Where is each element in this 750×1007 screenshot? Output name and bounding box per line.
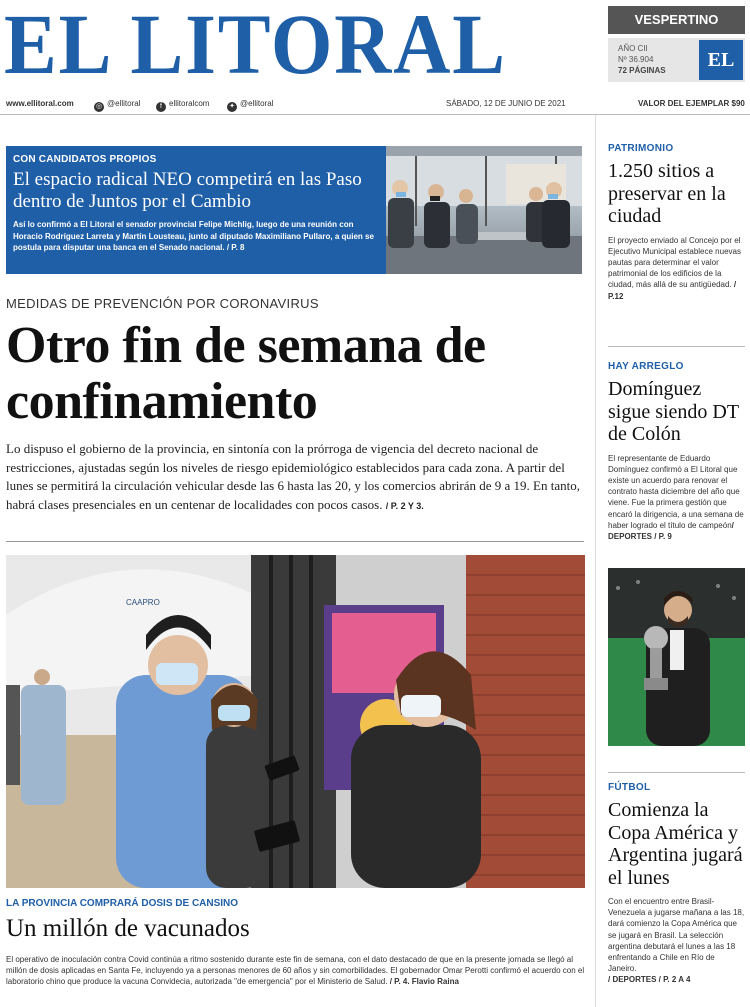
top-story-headline: El espacio radical NEO competirá en las Paso dentro de Juntos por el Cambio [13, 169, 362, 212]
bottom-story-kicker: LA PROVINCIA COMPRARÁ DOSIS DE CANSINO [6, 898, 239, 909]
patrimonio-kicker: PATRIMONIO [608, 143, 674, 154]
sidebar-rule-1 [608, 346, 745, 347]
patrimonio-headline: 1.250 sitios a preservar en la ciudad [608, 160, 726, 227]
arreglo-text: El representante de Eduardo Domínguez confirmó a El Litoral que existe un acuerdo para renovar el contrato hasta diciembre del año que viene. Fue la primera gestión que encaró la dirigencia, a una semana de haber logrado el título de campeón [608, 453, 744, 530]
coach-illustration [608, 568, 745, 746]
column-divider [595, 115, 596, 1007]
facebook-handle[interactable] [156, 99, 209, 112]
instagram-label: @ellitoral [107, 99, 141, 108]
patrimonio-ref: / P.12 [608, 280, 737, 301]
top-story-ref: / P. 8 [226, 243, 245, 252]
edition-badge: VESPERTINO [608, 6, 745, 34]
meeting-illustration [386, 146, 582, 274]
facebook-label: ellitoralcom [169, 99, 210, 108]
main-story-kicker: MEDIDAS DE PREVENCIÓN POR CORONAVIRUS [6, 296, 319, 311]
vaccination-illustration [6, 555, 585, 888]
main-story-rule [6, 541, 584, 542]
meeting-photo [386, 146, 582, 274]
issue-year: AÑO CII [618, 44, 648, 53]
website-link[interactable]: www.ellitoral.com [6, 99, 74, 108]
instagram-handle[interactable] [94, 99, 140, 112]
masthead-rule [0, 114, 750, 115]
arreglo-headline: Domínguez sigue siendo DT de Colón [608, 378, 739, 445]
futbol-ref: / DEPORTES / P. 2 A 4 [608, 975, 691, 985]
issue-number: Nº 36.904 [618, 55, 654, 64]
main-story-lede [6, 440, 584, 515]
sidebar-rule-2 [608, 772, 745, 773]
futbol-headline: Comienza la Copa América y Argentina jugará el lunes [608, 799, 743, 889]
main-story-headline[interactable]: Otro fin de semana de confinamiento [6, 317, 486, 430]
sidebar-story-patrimonio[interactable] [608, 143, 745, 302]
sidebar-story-arreglo[interactable] [608, 361, 745, 542]
facebook-icon: f [156, 102, 166, 112]
issue-date: SÁBADO, 12 DE JUNIO DE 2021 [446, 99, 566, 108]
vaccination-photo [6, 555, 585, 888]
instagram-icon: ◎ [95, 103, 103, 110]
bottom-story-text: El operativo de inoculación contra Covid continúa a ritmo sostenido durante este fin de semana, con el dato destacado de que en la presente jornada se llegó al millón de dosis aplicadas en Santa Fe, incluyendo ya a personas menores de 60 años y sin comorbilidades. El gobernador Omar Perotti confirmó el acuerdo con el laboratorio chino que produce la vacuna Convidecia, autorizada "de emergencia" por el Ministerio de Salud. [6, 955, 585, 986]
coach-photo [608, 568, 745, 746]
arreglo-body [608, 453, 745, 543]
top-story-text: Así lo confirmó a El Litoral el senador provincial Felipe Michlig, luego de una reunión con Horacio Rodríguez Larreta y Martín Lousteau, junto al diputado Maximiliano Pullaro, a quien se postula para disputar una banca en el Senado nacional. [13, 220, 374, 252]
bottom-story-ref: / P. 4. Flavio Raina [389, 977, 459, 986]
tent-sign: CAAPRO [126, 598, 160, 607]
masthead-title: EL LITORAL [4, 0, 507, 92]
top-story-kicker: CON CANDIDATOS PROPIOS [13, 154, 157, 165]
patrimonio-text: El proyecto enviado al Concejo por el Ejecutivo Municipal establece nuevas pautas para determinar el valor patrimonial de los edificios de la ciudad, más allá de su antigüedad. [608, 235, 741, 290]
issue-box [608, 38, 745, 82]
patrimonio-body [608, 235, 745, 302]
twitter-label: @ellitoral [240, 99, 274, 108]
info-bar [6, 96, 746, 112]
issue-pages: 72 PÁGINAS [618, 66, 666, 75]
sidebar-story-futbol[interactable] [608, 782, 745, 986]
futbol-kicker: FÚTBOL [608, 782, 651, 793]
futbol-text: Con el encuentro entre Brasil-Venezuela a jugarse mañana a las 18, dará comienzo la Copa América que se jugará en Brasil. La selección argentina debutará el lunes a las 18 enfrentando a Chile en Río de Janeiro. [608, 897, 745, 974]
top-story-body [13, 219, 379, 254]
arreglo-ref: / DEPORTES / P. 9 [608, 520, 734, 541]
top-story[interactable] [6, 146, 386, 274]
el-logo: EL [699, 40, 743, 80]
issue-meta [618, 43, 666, 76]
bottom-story-body [6, 954, 586, 987]
futbol-body [608, 896, 745, 986]
main-story-ref: / P. 2 Y 3. [385, 500, 424, 511]
twitter-icon: ✦ [227, 102, 237, 112]
main-story-lede-text: Lo dispuso el gobierno de la provincia, en sintonía con la prórroga de vigencia del decreto nacional de restricciones, ajustadas según los niveles de riesgo epidemiológico establecidos para cada zona. A partir del lunes se permitirá la circulación vehicular desde las 6 hasta las 20, y los comercios abrirán de 9 a 19. En tanto, habrá clases presenciales en un centenar de localidades con pocos casos. [6, 441, 580, 512]
twitter-handle[interactable] [227, 99, 273, 112]
arreglo-kicker: HAY ARREGLO [608, 361, 684, 372]
issue-price: VALOR DEL EJEMPLAR $90 [638, 99, 745, 108]
bottom-story-headline[interactable]: Un millón de vacunados [6, 915, 250, 942]
